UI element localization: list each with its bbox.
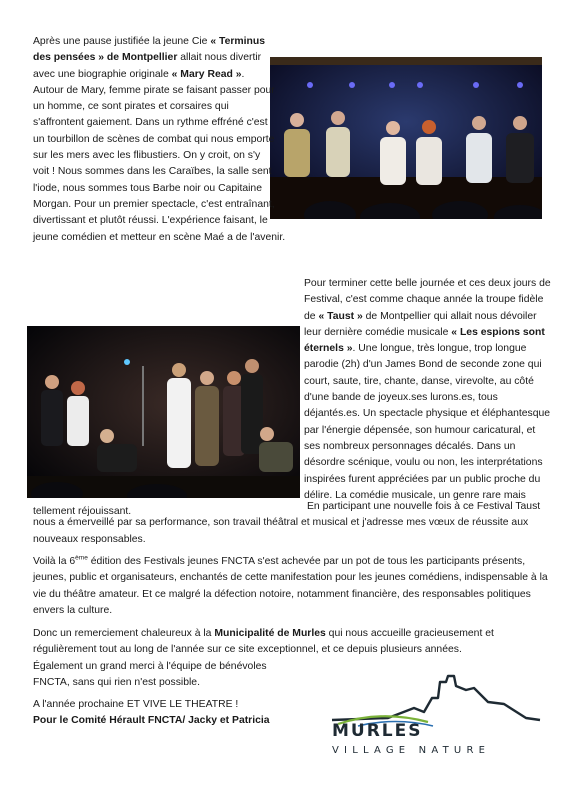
para1-mid: allait nous divertir avec une biographie originale [33,52,262,80]
paragraph-taust [33,276,551,520]
para1-intro: Après une pause justifiée la jeune Cie [33,36,211,47]
para2-rest: . Une longue, très longue, trop longue parodie (2h) d'un James Bond de seconde zone qui court, saute, tire, chante, danse, virevolte, au côté d'une bande de joyeux.ses lurons.es, tous déjantés.es. Un spectacle physique et éléphantesque par l'énergie dépensée, son humour caricatural, et ses nombreux personnages décalés. Dans un désordre scénique, voulu ou non, les interprétations inspirées furent appréciées par un public proche du délire. La comédie musicale, un genre rare mais tellement réjouissant. [33,343,551,518]
sign-line2: Pour le Comité Hérault FNCTA/ Jacky et Patricia [33,715,270,727]
troupe-terminus: « Terminus des pensées » de Montpellier [33,36,266,64]
murles-village-icon [328,668,543,728]
para4-volunteers: Également un grand merci à l'équipe de bénévoles [33,660,267,672]
para3-pre: Voilà la 6 [33,556,76,567]
para3-superscript: ème [75,554,88,562]
show-mary-read: « Mary Read » [171,68,242,80]
murles-logo-name: MURLES [332,721,423,741]
show-espions: « Les espions sont éternels » [304,326,545,355]
paragraph-taust-closing [33,499,551,548]
para4-fncta: FNCTA, sans qui rien n'est possible. [33,676,200,688]
para1-rest: . Autour de Mary, femme pirate se faisant passer pour un homme, ce sont pirates et corsaires qui s'affrontent gaiement. Dans un rythme effréné c'est un tourbillon de scènes de combat qui nous emporte sur les mers avec les flibustiers. On y croit, on s'y voit ! Nous sommes dans les Caraïbes, la salle sent l'iode, nous sommes tous Barbe noir ou Capitaine Morgan. Pour un premier spectacle, c'est entraînant, divertissant et plutôt réussi. L'expérience faisant, le jeune comédien et metteur en scène Maé a de l'avenir. [33,68,286,243]
para3-post: édition des Festivals jeunes FNCTA s'est achevée par un pot de tous les participants présents, jeunes, public et organisateurs, enchantés de cette manifestation pour les jeunes comédiens, indispensable à la vie du théâtre amateur. Et ce malgré la défection notoire, notamment financière, des responsables politiques envers la culture. [33,556,548,616]
murles-logo [328,668,543,763]
para2-intro: Pour terminer cette belle journée et ces deux jours de Festival, c'est comme chaque année la troupe fidèle de [304,278,551,322]
paragraph-mary-read [33,34,551,246]
signature-block [33,697,333,730]
troupe-taust: « Taust » [318,310,363,322]
para2-closing: En participant une nouvelle fois à ce Festival Taust nous a émerveillé par sa performance, son travail théâtral et musical et j'adresse mes vœux de réussite aux nouveaux responsables. [33,501,541,545]
photo-spacer [27,326,304,498]
paragraph-sixth-edition [33,554,551,619]
municipality-murles: Municipalité de Murles [214,628,326,639]
para4-post: qui nous accueille gracieusement et régulièrement tout au long de l'année sur ce site exceptionnel, et ce depuis plusieurs années. [33,628,494,656]
photo-spacer [275,57,551,220]
sign-line1: A l'année prochaine ET VIVE LE THEATRE ! [33,699,239,710]
para2-mid: de Montpellier qui allait nous dévoiler leur dernière comédie musicale [304,310,537,338]
murles-logo-tagline: VILLAGE NATURE [332,745,491,756]
para4-pre: Donc un remerciement chaleureux à la [33,628,215,639]
